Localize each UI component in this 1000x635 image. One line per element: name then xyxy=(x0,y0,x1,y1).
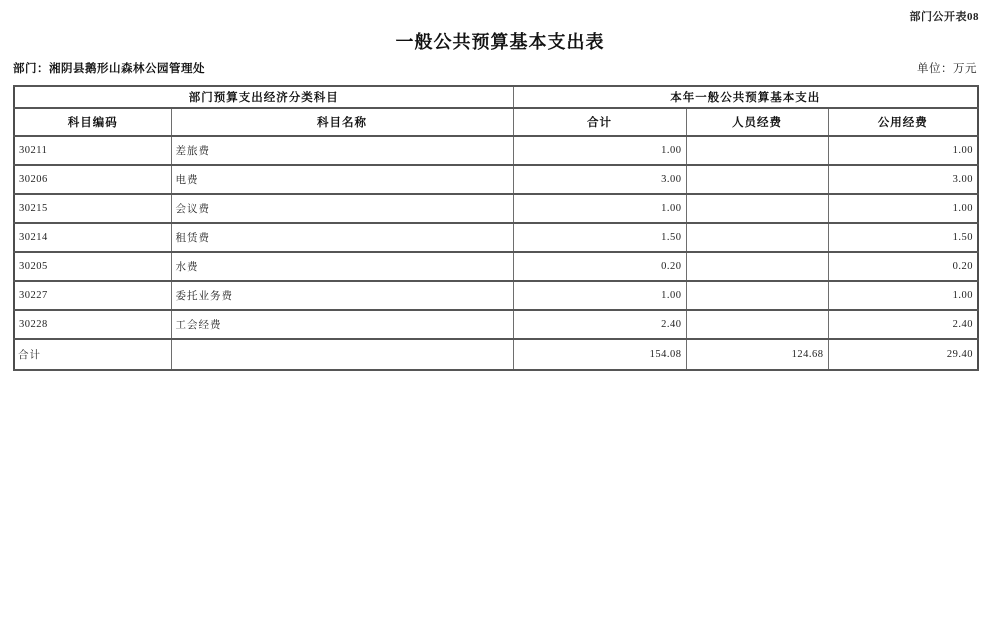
meta-row xyxy=(13,60,977,76)
column-header-public: 公用经费 xyxy=(828,108,978,136)
cell-personnel-funds xyxy=(686,281,828,310)
corner-form-number: 部门公开表08 xyxy=(909,11,979,23)
cell-subject-code: 30215 xyxy=(14,194,171,223)
cell-subject-code: 30206 xyxy=(14,165,171,194)
cell-total: 3.00 xyxy=(513,165,686,194)
table-row xyxy=(14,310,978,339)
cell-total: 1.00 xyxy=(513,194,686,223)
cell-personnel-funds xyxy=(686,223,828,252)
cell-personnel-funds: 124.68 xyxy=(686,339,828,370)
cell-subject-code: 30205 xyxy=(14,252,171,281)
cell-public-funds: 0.20 xyxy=(828,252,978,281)
cell-subject-name: 会议费 xyxy=(171,194,513,223)
cell-personnel-funds xyxy=(686,194,828,223)
table-row xyxy=(14,281,978,310)
cell-subject-name: 租赁费 xyxy=(171,223,513,252)
cell-subject-code: 30227 xyxy=(14,281,171,310)
table-row xyxy=(14,223,978,252)
column-header-name: 科目名称 xyxy=(171,108,513,136)
cell-total: 1.00 xyxy=(513,136,686,165)
table-row xyxy=(14,252,978,281)
column-header-row xyxy=(14,108,978,136)
cell-public-funds: 3.00 xyxy=(828,165,978,194)
cell-subject-name: 工会经费 xyxy=(171,310,513,339)
department-label: 部门：湘阴县鹅形山森林公园管理处 xyxy=(13,63,205,75)
cell-personnel-funds xyxy=(686,310,828,339)
table-row xyxy=(14,194,978,223)
cell-public-funds: 29.40 xyxy=(828,339,978,370)
cell-total: 0.20 xyxy=(513,252,686,281)
cell-public-funds: 1.50 xyxy=(828,223,978,252)
column-header-total: 合计 xyxy=(513,108,686,136)
unit-label: 单位：万元 xyxy=(917,63,977,75)
cell-personnel-funds xyxy=(686,136,828,165)
cell-total: 2.40 xyxy=(513,310,686,339)
cell-public-funds: 2.40 xyxy=(828,310,978,339)
column-header-code: 科目编码 xyxy=(14,108,171,136)
column-header-personnel: 人员经费 xyxy=(686,108,828,136)
group-header-basic-expenditure: 本年一般公共预算基本支出 xyxy=(513,86,978,108)
cell-subject-code: 30214 xyxy=(14,223,171,252)
cell-total: 1.00 xyxy=(513,281,686,310)
cell-subject-code: 合计 xyxy=(14,339,171,370)
table-total-row xyxy=(14,339,978,370)
cell-personnel-funds xyxy=(686,165,828,194)
page-title: 一般公共预算基本支出表 xyxy=(395,32,605,52)
table-row xyxy=(14,136,978,165)
cell-public-funds: 1.00 xyxy=(828,281,978,310)
cell-subject-code: 30211 xyxy=(14,136,171,165)
table-row xyxy=(14,165,978,194)
group-header-classification: 部门预算支出经济分类科目 xyxy=(14,86,513,108)
cell-public-funds: 1.00 xyxy=(828,136,978,165)
table-body xyxy=(14,136,978,370)
cell-public-funds: 1.00 xyxy=(828,194,978,223)
table-header xyxy=(14,86,978,136)
cell-total: 154.08 xyxy=(513,339,686,370)
cell-subject-name: 差旅费 xyxy=(171,136,513,165)
cell-subject-name: 委托业务费 xyxy=(171,281,513,310)
cell-subject-code: 30228 xyxy=(14,310,171,339)
cell-personnel-funds xyxy=(686,252,828,281)
budget-table xyxy=(13,85,979,371)
cell-subject-name: 水费 xyxy=(171,252,513,281)
cell-subject-name xyxy=(171,339,513,370)
group-header-row xyxy=(14,86,978,108)
cell-total: 1.50 xyxy=(513,223,686,252)
cell-subject-name: 电费 xyxy=(171,165,513,194)
